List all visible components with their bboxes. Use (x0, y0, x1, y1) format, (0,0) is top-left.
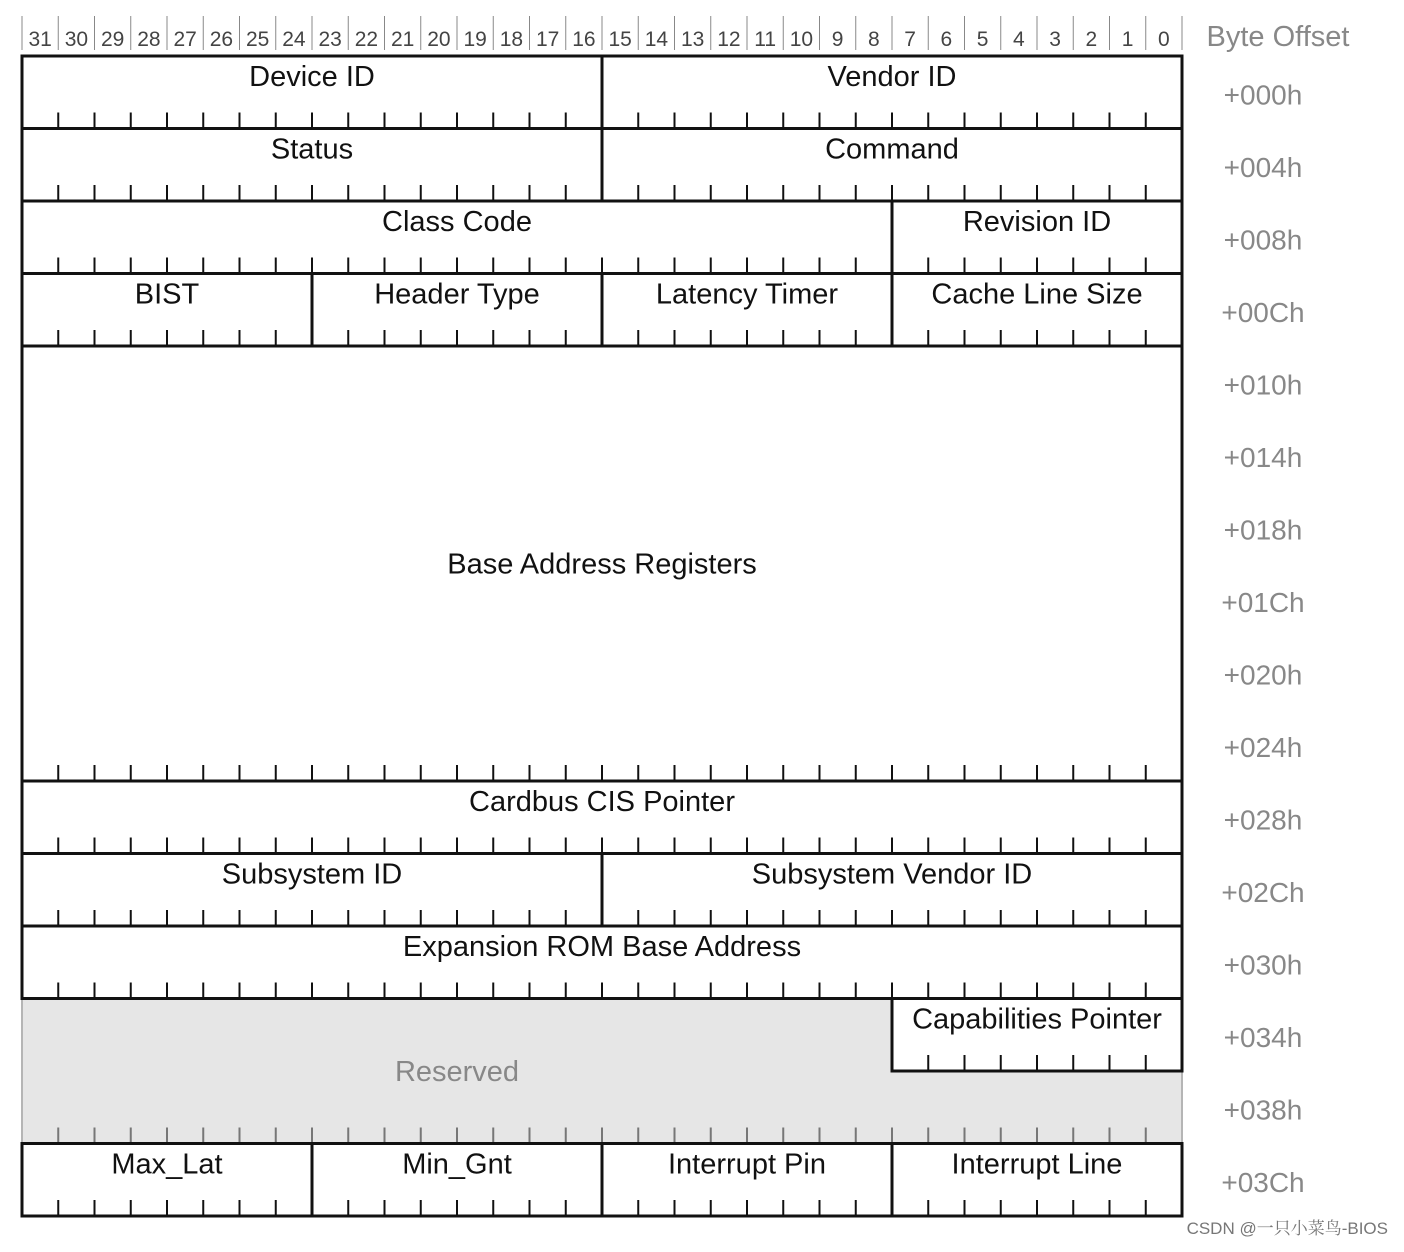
offset-label: +020h (1223, 659, 1303, 691)
offset-label: +018h (1223, 514, 1303, 546)
bit-number: 11 (754, 28, 777, 51)
bit-number: 8 (868, 28, 880, 51)
offset-label: +038h (1223, 1094, 1303, 1126)
offset-label: +034h (1223, 1021, 1303, 1053)
bit-number: 14 (644, 28, 669, 51)
bit-number: 5 (976, 28, 989, 51)
field-label: Status (270, 133, 354, 166)
field-label: Max_Lat (111, 1148, 223, 1181)
offset-label: +004h (1223, 151, 1303, 183)
offset-label: +000h (1223, 79, 1303, 111)
bit-number: 23 (318, 28, 342, 51)
bit-number: 30 (64, 28, 89, 51)
offset-label: +030h (1223, 949, 1303, 981)
bit-number: 12 (717, 28, 741, 51)
bit-number: 27 (173, 28, 197, 51)
field-label: Capabilities Pointer (912, 1003, 1162, 1036)
bit-number: 0 (1158, 28, 1170, 51)
offset-label: +024h (1223, 731, 1303, 763)
field-label: Cache Line Size (931, 278, 1143, 311)
bit-number: 24 (282, 28, 306, 51)
field-label: Interrupt Pin (668, 1148, 826, 1181)
offset-label: +00Ch (1221, 296, 1305, 328)
field-label: Vendor ID (827, 61, 957, 93)
bit-number: 28 (137, 28, 161, 51)
bit-number: 6 (940, 28, 953, 51)
bit-number: 3 (1049, 28, 1061, 51)
offset-label: +01Ch (1221, 586, 1305, 618)
bit-number-header (22, 16, 1182, 51)
bit-number: 16 (572, 28, 596, 51)
bit-number: 20 (427, 28, 451, 51)
field-label: Expansion ROM Base Address (402, 931, 802, 963)
field-label: BIST (134, 278, 200, 311)
bit-number: 10 (789, 28, 814, 51)
bit-number: 7 (904, 28, 916, 51)
offset-label: +03Ch (1221, 1166, 1305, 1198)
bit-number: 29 (100, 28, 125, 51)
field-label: Interrupt Line (951, 1148, 1123, 1181)
bit-number: 22 (354, 28, 379, 51)
offset-label: +008h (1223, 224, 1303, 256)
field-label: Revision ID (962, 206, 1112, 238)
bit-number: 18 (499, 28, 524, 51)
field-label: Class Code (382, 206, 532, 238)
bit-number: 15 (608, 28, 632, 51)
bit-number: 4 (1013, 28, 1025, 51)
field-label: Command (825, 133, 959, 166)
field-label: Latency Timer (655, 278, 839, 311)
field-label: Base Address Registers (447, 548, 757, 581)
field-label: Header Type (374, 278, 540, 311)
byte-offset-header: Byte Offset (1206, 21, 1350, 53)
offset-column (1221, 79, 1304, 1198)
offset-label: +014h (1223, 441, 1303, 473)
reserved-label: Reserved (394, 1056, 520, 1088)
field-label: Cardbus CIS Pointer (469, 786, 735, 818)
bit-number: 19 (463, 28, 487, 51)
bit-number: 13 (680, 28, 705, 51)
bit-number: 21 (390, 28, 415, 51)
bit-number: 17 (535, 28, 560, 51)
bit-number: 1 (1121, 28, 1134, 51)
field-label: Device ID (249, 61, 375, 93)
watermark: CSDN @一只小菜鸟-BIOS (1186, 1219, 1388, 1238)
bit-number: 25 (245, 28, 270, 51)
field-label: Subsystem ID (221, 858, 403, 891)
bit-number: 31 (28, 28, 52, 51)
offset-label: +02Ch (1221, 876, 1305, 908)
field-label: Min_Gnt (402, 1148, 512, 1181)
offset-label: +028h (1223, 804, 1303, 836)
bit-number: 9 (831, 28, 844, 51)
offset-label: +010h (1223, 369, 1303, 401)
bit-number: 26 (209, 28, 234, 51)
bit-number: 2 (1085, 28, 1098, 51)
field-label: Subsystem Vendor ID (751, 858, 1033, 891)
